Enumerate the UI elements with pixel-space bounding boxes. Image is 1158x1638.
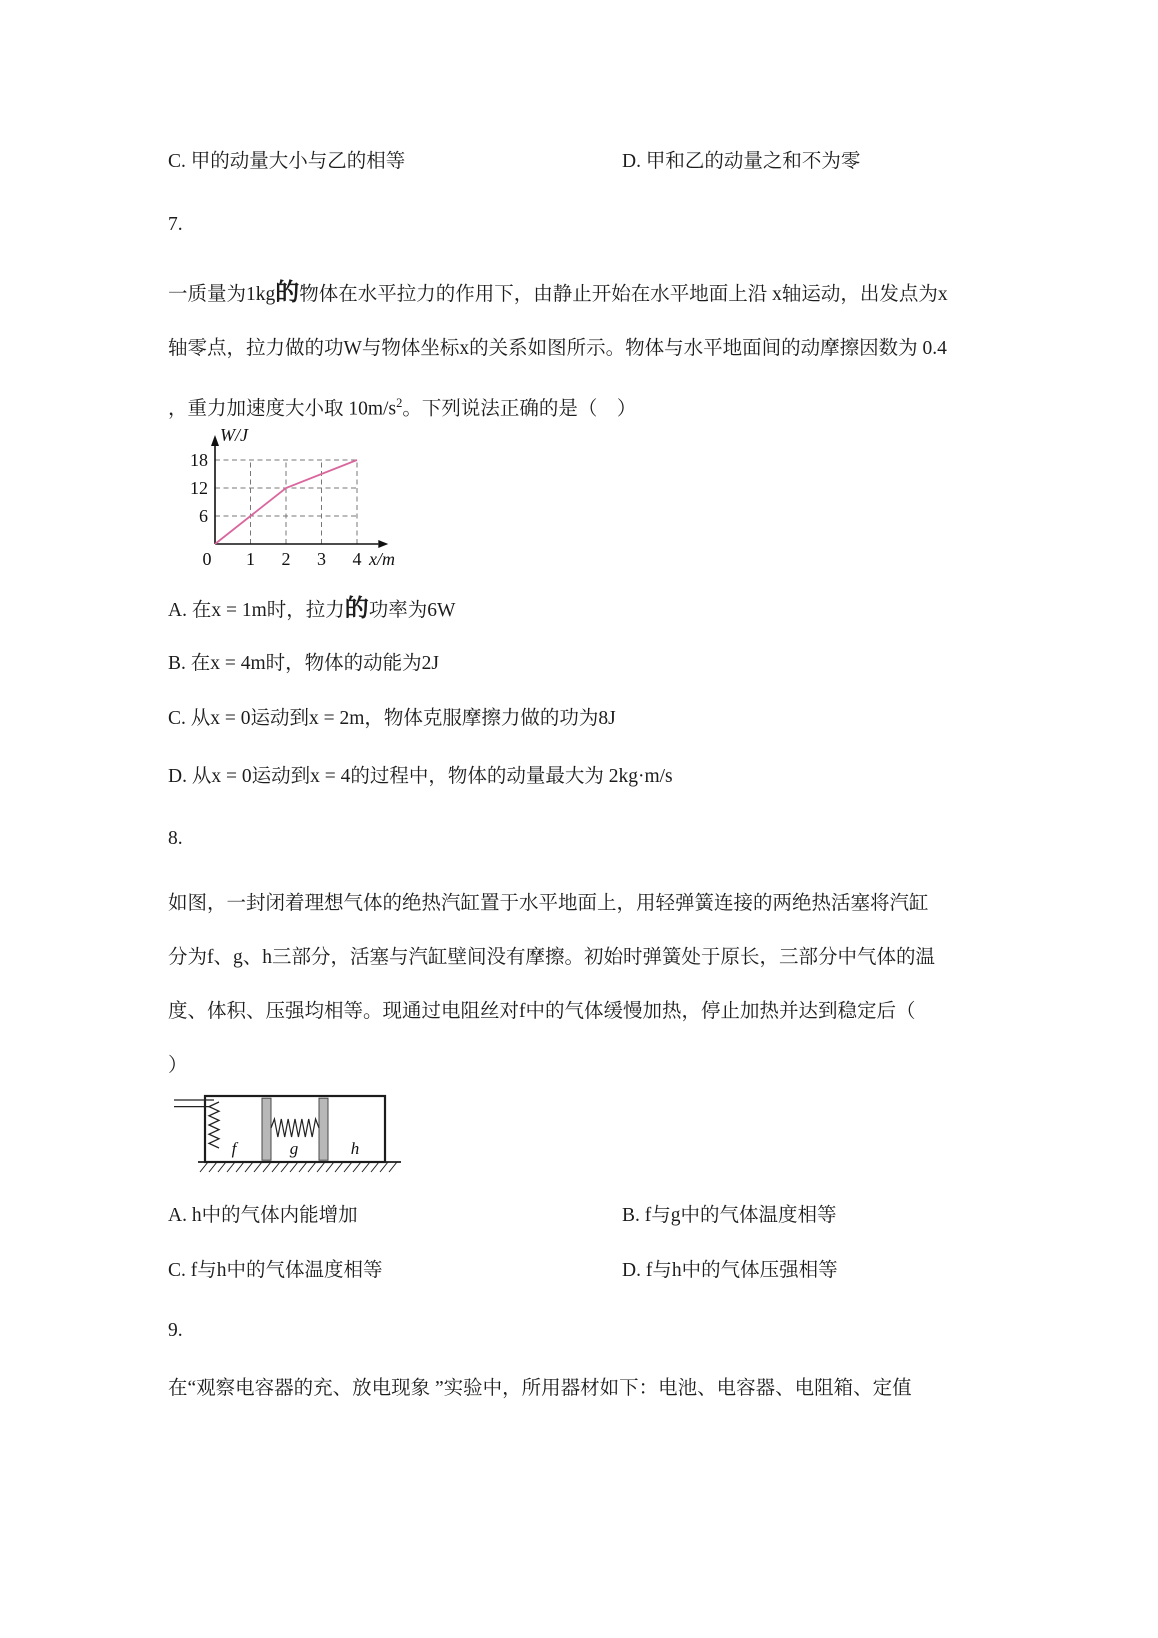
q7-option-d	[168, 762, 946, 792]
chamber-label-h: h	[350, 1139, 360, 1158]
q7-option-b	[168, 649, 946, 679]
y-tick-label: 6	[199, 505, 208, 526]
q6-options-row	[168, 147, 946, 177]
chart-axes	[211, 435, 388, 548]
q8-number-text: 8.	[168, 828, 183, 849]
q7-option-b-text: B. 在x = 4m时，物体的动能为2J	[168, 653, 440, 674]
q7-number	[168, 210, 946, 240]
y-tick-label: 12	[190, 477, 208, 498]
q9-line-text: 在“观察电容器的充、放电现象 ”实验中，所用器材如下：电池、电容器、电阻箱、定值	[168, 1378, 912, 1399]
q8-line-2	[168, 931, 958, 985]
q7-line-3b: 。下列说法正确的是（ ）	[402, 398, 637, 420]
q7-line-1-emph: 的	[275, 280, 300, 306]
ground-hatch	[200, 1162, 397, 1172]
q8-statement	[168, 877, 958, 1093]
x-tick-label: 1	[246, 549, 255, 569]
x-tick-label: 0	[202, 549, 212, 569]
chart-gridlines	[215, 460, 357, 544]
q7-option-a	[168, 594, 946, 626]
q8-option-a: A. h中的气体内能增加	[168, 1205, 358, 1226]
q7-number-text: 7.	[168, 214, 183, 235]
q7-graph-figure	[181, 424, 413, 577]
q7-option-c-text: C. 从x = 0运动到x = 2m，物体克服摩擦力做的功为8J	[168, 708, 616, 729]
q6-option-c: C. 甲的动量大小与乙的相等	[168, 151, 406, 172]
gas-cylinder-diagram	[168, 1088, 418, 1183]
q9-number-text: 9.	[168, 1320, 183, 1341]
q9-line	[168, 1374, 946, 1404]
q8-line-1	[168, 877, 958, 931]
q8-line-4-text: ）	[168, 1055, 188, 1076]
q8-number	[168, 824, 946, 854]
q7-line-1a: 一质量为1kg	[168, 284, 276, 305]
q8-option-c: C. f与h中的气体温度相等	[168, 1260, 383, 1281]
q8-line-4	[168, 1039, 958, 1093]
q9-number	[168, 1316, 946, 1346]
chamber-label-g: g	[289, 1139, 299, 1158]
q7-option-a-pre: A. 在x = 1m时，拉力	[168, 600, 345, 621]
heater-coil	[209, 1102, 219, 1148]
piston-2	[319, 1098, 328, 1160]
x-axis-label: x/m	[369, 549, 395, 569]
q8-options-row-1	[168, 1201, 946, 1231]
q8-option-b: B. f与g中的气体温度相等	[622, 1205, 837, 1226]
q7-line-1c: 物体在水平拉力的作用下，由静止开始在水平地面上沿 x轴运动，出发点为x	[299, 284, 948, 305]
x-tick-label: 2	[281, 549, 291, 569]
piston-1	[262, 1098, 271, 1160]
q7-option-c	[168, 704, 946, 734]
q7-line-3a: ，重力加速度大小取 10m/s	[168, 398, 397, 420]
q6-option-d: D. 甲和乙的动量之和不为零	[622, 151, 861, 172]
q8-options-row-2	[168, 1256, 946, 1286]
q8-line-3	[168, 985, 958, 1039]
work-position-graph	[181, 424, 413, 572]
y-axis-label: W/J	[220, 425, 248, 445]
q8-line-1-text: 如图，一封闭着理想气体的绝热汽缸置于水平地面上，用轻弹簧连接的两绝热活塞将汽缸	[168, 893, 929, 914]
x-tick-label: 4	[352, 549, 362, 569]
q8-line-3-text: 度、体积、压强均相等。现通过电阻丝对f中的气体缓慢加热，停止加热并达到稳定后（	[168, 1001, 916, 1022]
q8-cylinder-figure	[168, 1088, 418, 1188]
y-tick-label: 18	[190, 449, 208, 470]
q8-line-2-text: 分为f、g、h三部分，活塞与汽缸壁间没有摩擦。初始时弹簧处于原长，三部分中气体的温	[168, 947, 935, 968]
q7-line-2	[168, 322, 958, 376]
x-tick-label: 3	[317, 549, 326, 569]
spring	[271, 1119, 319, 1137]
q7-line-1	[168, 266, 958, 322]
q7-exponent: 2	[396, 396, 403, 410]
chamber-label-f: f	[231, 1139, 237, 1158]
q8-option-d: D. f与h中的气体压强相等	[622, 1260, 838, 1281]
q7-line-2-text: 轴零点，拉力做的功W与物体坐标x的关系如图所示。物体与水平地面间的动摩擦因数为 0.4	[168, 338, 947, 359]
q7-option-a-emph: 的	[344, 596, 369, 622]
q7-option-a-post: 功率为6W	[368, 600, 456, 621]
q7-option-d-text: D. 从x = 0运动到x = 4的过程中，物体的动量最大为 2kg·m/s	[168, 766, 673, 787]
q7-statement	[168, 266, 958, 437]
